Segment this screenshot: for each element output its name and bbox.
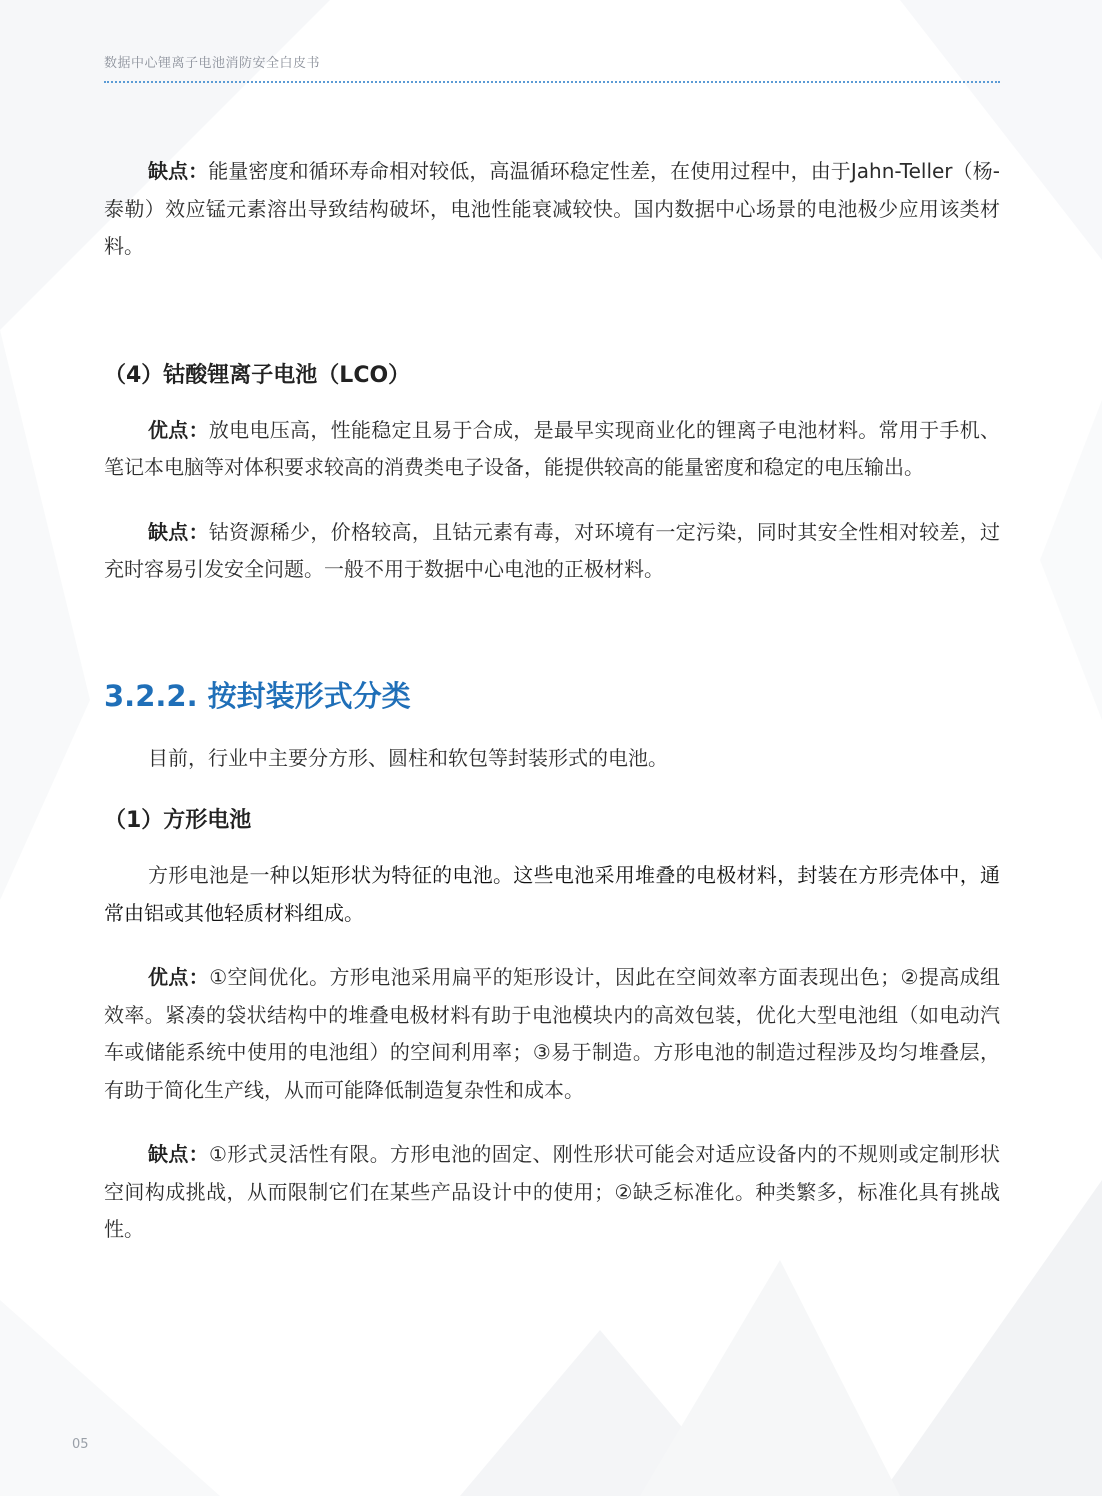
advantages-label: 优点：: [148, 965, 210, 989]
page-content: [104, 150, 1000, 1249]
paragraph-lco-disadvantages: [104, 514, 1000, 589]
disadvantages-label: 缺点：: [148, 1142, 210, 1166]
paragraph-prismatic-disadvantages: [104, 1136, 1000, 1249]
paragraph-lco-advantages: [104, 412, 1000, 487]
paragraph-text: 放电电压高，性能稳定且易于合成，是最早实现商业化的锂离子电池材料。常用于手机、笔记本电脑等对体积要求较高的消费类电子设备，能提供较高的能量密度和稳定的电压输出。: [104, 417, 1001, 479]
paragraph-text: ①空间优化。方形电池采用扁平的矩形设计，因此在空间效率方面表现出色；②提高成组效率。紧凑的袋状结构中的堆叠电极材料有助于电池模块内的高效包装，优化大型电池组（如电动汽车或储能系统中使用的电池组）的空间利用率；③易于制造。方形电池的制造过程涉及均匀堆叠层，有助于简化生产线，从而可能降低制造复杂性和成本。: [104, 965, 1001, 1102]
advantages-label: 优点：: [148, 417, 209, 442]
disadvantages-label: 缺点：: [148, 159, 209, 183]
subheading-prismatic: （1）方形电池: [104, 808, 252, 833]
paragraph-intro: 目前，行业中主要分方形、圆柱和软包等封装形式的电池。: [148, 745, 668, 770]
document-title: 数据中心锂离子电池消防安全白皮书: [104, 56, 321, 71]
paragraph-text: ①形式灵活性有限。方形电池的固定、刚性形状可能会对适应设备内的不规则或定制形状空间构成挑战，从而限制它们在某些产品设计中的使用；②缺乏标准化。种类繁多，标准化具有挑战性。: [104, 1142, 1000, 1241]
subheading-lco: （4）钴酸锂离子电池（LCO）: [104, 362, 411, 388]
disadvantages-label: 缺点：: [148, 519, 209, 544]
page-header: [104, 55, 1000, 83]
paragraph-lmo-disadvantages: [104, 153, 1000, 266]
paragraph-prismatic-intro: [104, 857, 1000, 932]
paragraph-prismatic-advantages: [104, 959, 1000, 1109]
paragraph-text: 钴资源稀少，价格较高，且钴元素有毒，对环境有一定污染，同时其安全性相对较差，过充时容易引发安全问题。一般不用于数据中心电池的正极材料。: [104, 519, 1001, 581]
page-number: 05: [72, 1437, 89, 1452]
section-heading: 3.2.2. 按封装形式分类: [104, 678, 411, 713]
header-divider: [104, 81, 1000, 83]
paragraph-text: 以矩形状为特征的电池。这些电池采用堆叠的电极材料，封装在方形壳体中，通常由铝或其他轻质材料组成。: [104, 863, 1001, 925]
paragraph-text: 能量密度和循环寿命相对较低，高温循环稳定性差，在使用过程中，由于Jahn-Teller（杨-泰勒）效应锰元素溶出导致结构破坏，电池性能衰减较快。国内数据中心场景的电池极少应用该类材料。: [104, 159, 1000, 258]
paragraph-text: 方形电池是一种: [148, 863, 291, 887]
